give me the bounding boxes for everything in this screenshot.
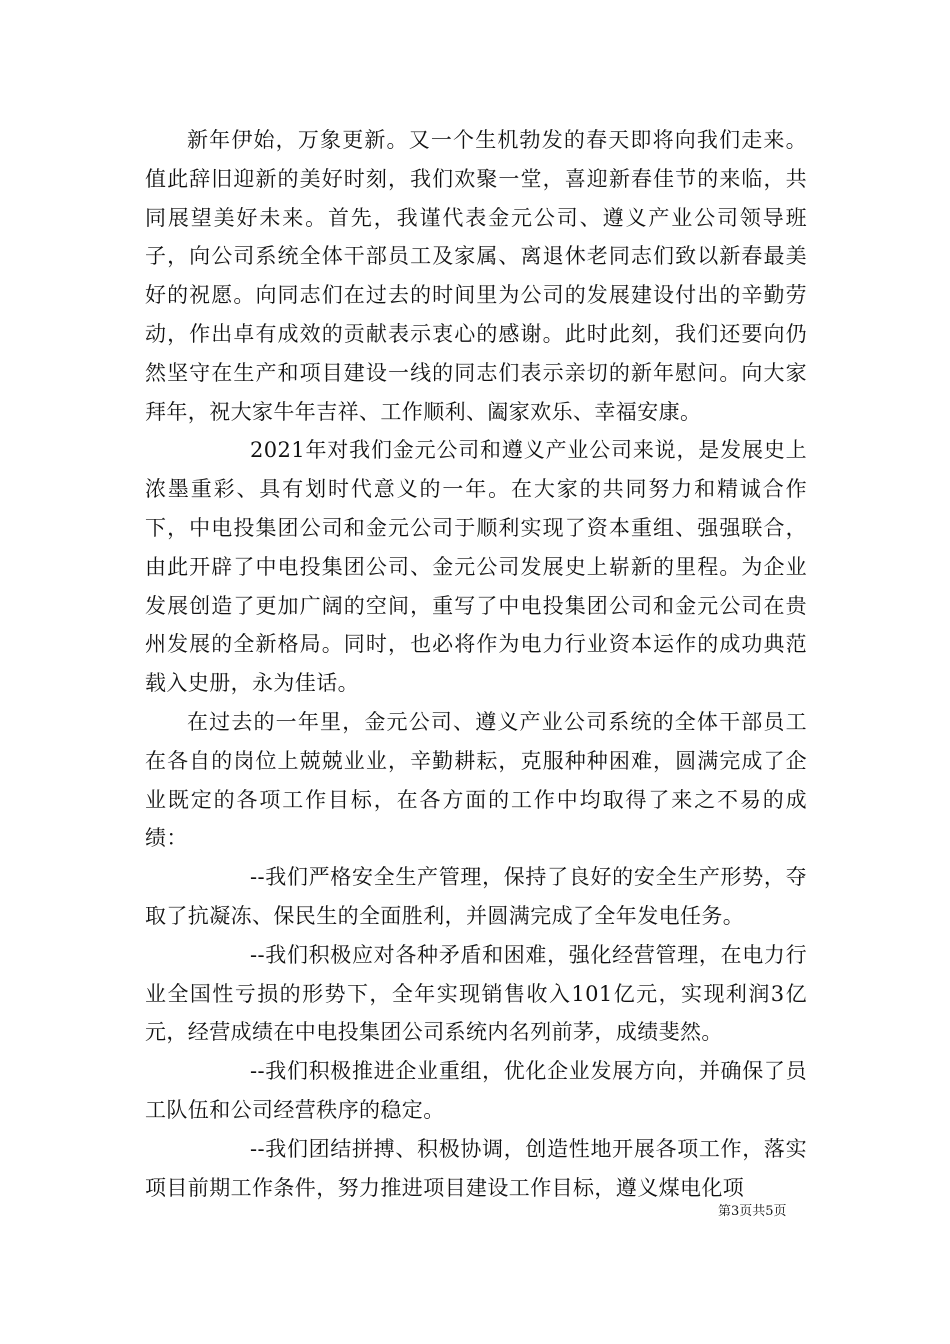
page-number-footer: 第3页共5页 bbox=[718, 1204, 787, 1219]
document-body bbox=[145, 121, 807, 1207]
list-item-restructuring: --我们积极推进企业重组，优化企业发展方向，并确保了员工队伍和公司经营秩序的稳定。 bbox=[145, 1059, 807, 1122]
list-item-project-work: --我们团结拼搏、积极协调，创造性地开展各项工作，落实项目前期工作条件，努力推进项目建设工作目标，遵义煤电化项 bbox=[145, 1136, 807, 1200]
paragraph-new-year-greeting: 新年伊始，万象更新。又一个生机勃发的春天即将向我们走来。值此辞旧迎新的美好时刻，我们欢聚一堂，喜迎新春佳节的来临，共同展望美好未来。首先，我谨代表金元公司、遵义产业公司领导班子，向公司系统全体干部员工及家属、离退休老同志们致以新春最美好的祝愿。向同志们在过去的时间里为公司的发展建设付出的辛勤劳动，作出卓有成效的贡献表示衷心的感谢。此时此刻，我们还要向仍然坚守在生产和项目建设一线的同志们表示亲切的新年慰问。向大家拜年，祝大家牛年吉祥、工作顺利、阖家欢乐、幸福安康。 bbox=[145, 128, 807, 424]
paragraph-2021-review: 2021年对我们金元公司和遵义产业公司来说，是发展史上浓墨重彩、具有划时代意义的一年。在大家的共同努力和精诚合作下，中电投集团公司和金元公司于顺利实现了资本重组、强强联合，由此开辟了中电投集团公司、金元公司发展史上崭新的里程。为企业发展创造了更加广阔的空间，重写了中电投集团公司和金元公司在贵州发展的全新格局。同时，也必将作为电力行业资本运作的成功典范载入史册，永为佳话。 bbox=[145, 438, 807, 696]
paragraph-past-year-achievements: 在过去的一年里，金元公司、遵义产业公司系统的全体干部员工在各自的岗位上兢兢业业，辛勤耕耘，克服种种困难，圆满完成了企业既定的各项工作目标，在各方面的工作中均取得了来之不易的成绩： bbox=[145, 709, 807, 851]
list-item-operations-management: --我们积极应对各种矛盾和困难，强化经营管理，在电力行业全国性亏损的形势下，全年实现销售收入101亿元，实现利润3亿元，经营成绩在中电投集团公司系统内名列前茅，成绩斐然。 bbox=[145, 942, 807, 1045]
list-item-safety-production: --我们严格安全生产管理，保持了良好的安全生产形势，夺取了抗凝冻、保民生的全面胜利，并圆满完成了全年发电任务。 bbox=[145, 865, 807, 928]
